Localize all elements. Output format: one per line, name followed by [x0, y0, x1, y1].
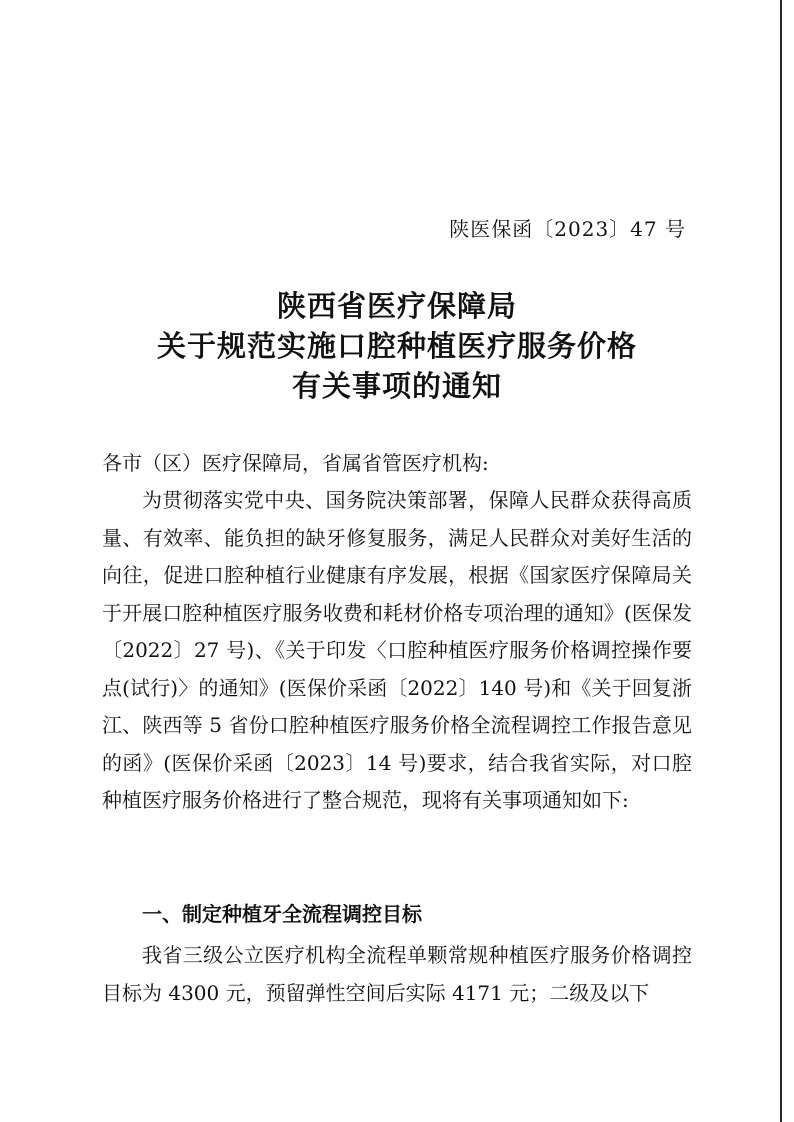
title-line-3: 有关事项的通知 [291, 369, 502, 403]
salutation: 各市（区）医疗保障局，省属省管医疗机构: [102, 451, 489, 475]
title-line-1: 陕西省医疗保障局 [276, 289, 517, 323]
document-number: 陕医保函〔2023〕47 号 [449, 217, 686, 241]
body-paragraph-2-container [102, 937, 692, 1012]
body-paragraph-1: 为贯彻落实党中央、国务院决策部署，保障人民群众获得高质量、有效率、能负担的缺牙修复服务，满足人民群众对美好生活的向往，促进口腔种植行业健康有序发展，根据《国家医疗保障局关于开展口腔种植医疗服务收费和耗材价格专项治理的通知》(医保发〔2022〕27 号)、《关于印发〈口腔种植医疗服务价格调控操作要点(试行)〉的通知》(医保价采函〔2022〕140 号)和《关于回复浙江、陕西等 5 省份口腔种植医疗服务价格全流程调控工作报告意见的函》(医保价采函〔2023〕14 号)要求，结合我省实际，对口腔种植医疗服务价格进行了整合规范，现将有关事项通知如下: [102, 488, 692, 812]
body-paragraph-2: 我省三级公立医疗机构全流程单颗常规种植医疗服务价格调控目标为 4300 元，预留弹性空间后实际 4171 元；二级及以下 [102, 943, 692, 1005]
title-line-2: 关于规范实施口腔种植医疗服务价格 [156, 329, 637, 363]
scan-edge-line [780, 0, 782, 1122]
section-1-heading: 一、制定种植牙全流程调控目标 [142, 902, 422, 926]
document-title [0, 286, 794, 406]
body-paragraph-1-container [102, 482, 692, 820]
